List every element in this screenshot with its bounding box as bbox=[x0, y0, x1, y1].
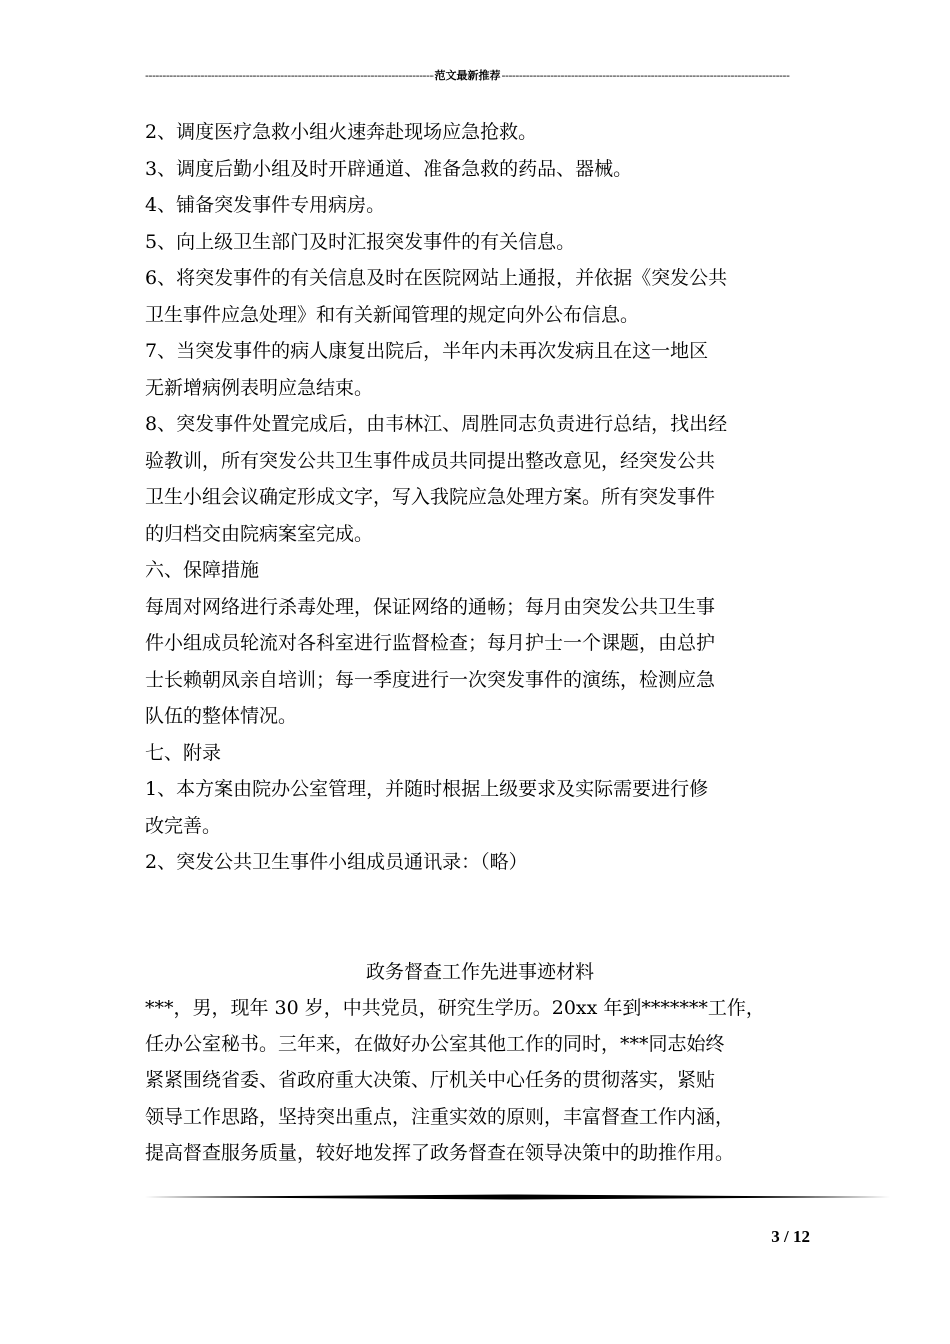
page-header bbox=[145, 66, 790, 84]
paragraph-line: 每周对网络进行杀毒处理，保证网络的通畅；每月由突发公共卫生事 bbox=[145, 595, 716, 618]
section-heading: 七、附录 bbox=[145, 741, 222, 764]
paragraph-line: 4、铺备突发事件专用病房。 bbox=[145, 194, 386, 216]
paragraph-line: 士长赖朝凤亲自培训；每一季度进行一次突发事件的演练，检测应急 bbox=[145, 668, 716, 691]
article-line: 提高督查服务质量，较好地发挥了政务督查在领导决策中的助推作用。 bbox=[145, 1141, 735, 1164]
paragraph-line: 卫生事件应急处理》和有关新闻管理的规定向外公布信息。 bbox=[145, 303, 640, 326]
page-number: 3 / 12 bbox=[771, 1227, 810, 1246]
header-dash-right bbox=[502, 69, 791, 82]
paragraph-line: 2、突发公共卫生事件小组成员通讯录：（略） bbox=[145, 851, 528, 873]
paragraph-line: 验教训，所有突发公共卫生事件成员共同提出整改意见，经突发公共 bbox=[145, 449, 716, 472]
article-text bbox=[145, 990, 817, 1171]
paragraph-line: 1、本方案由院办公室管理，并随时根据上级要求及实际需要进行修 bbox=[145, 778, 709, 800]
header-dash-left bbox=[145, 69, 434, 82]
paragraph-line: 队伍的整体情况。 bbox=[145, 705, 298, 727]
paragraph-line: 件小组成员轮流对各科室进行监督检查；每月护士一个课题，由总护 bbox=[145, 632, 716, 654]
footer-divider bbox=[145, 1194, 890, 1200]
paragraph-line: 6、将突发事件的有关信息及时在医院网站上通报，并依据《突发公共 bbox=[145, 267, 728, 289]
body-text bbox=[145, 114, 815, 881]
article-line: 领导工作思路，坚持突出重点，注重实效的原则，丰富督查工作内涵， bbox=[145, 1105, 735, 1128]
document-title: 政务督查工作先进事迹材料 bbox=[365, 961, 594, 983]
paragraph-line: 8、突发事件处置完成后，由韦林江、周胜同志负责进行总结，找出经 bbox=[145, 413, 728, 435]
paragraph-line: 5、向上级卫生部门及时汇报突发事件的有关信息。 bbox=[145, 230, 576, 253]
article-line: ***，男，现年 30 岁，中共党员，研究生学历。20xx 年到*******工作， bbox=[145, 997, 765, 1019]
article-line: 任办公室秘书。三年来，在做好办公室其他工作的同时，***同志始终 bbox=[145, 1033, 725, 1056]
paragraph-line: 3、调度后勤小组及时开辟通道、准备急救的药品、器械。 bbox=[145, 157, 633, 180]
paragraph-line: 7、当突发事件的病人康复出院后，半年内未再次发病且在这一地区 bbox=[145, 340, 709, 362]
paragraph-line: 无新增病例表明应急结束。 bbox=[145, 376, 374, 399]
paragraph-line: 卫生小组会议确定形成文字，写入我院应急处理方案。所有突发事件 bbox=[145, 486, 716, 508]
paragraph-line: 2、调度医疗急救小组火速奔赴现场应急抢救。 bbox=[145, 121, 538, 143]
section-heading: 六、保障措施 bbox=[145, 559, 260, 581]
paragraph-line: 改完善。 bbox=[145, 814, 222, 837]
article-line: 紧紧围绕省委、省政府重大决策、厅机关中心任务的贯彻落实，紧贴 bbox=[145, 1069, 716, 1092]
header-title: 范文最新推荐 bbox=[434, 69, 501, 82]
paragraph-line: 的归档交由院病案室完成。 bbox=[145, 522, 374, 545]
